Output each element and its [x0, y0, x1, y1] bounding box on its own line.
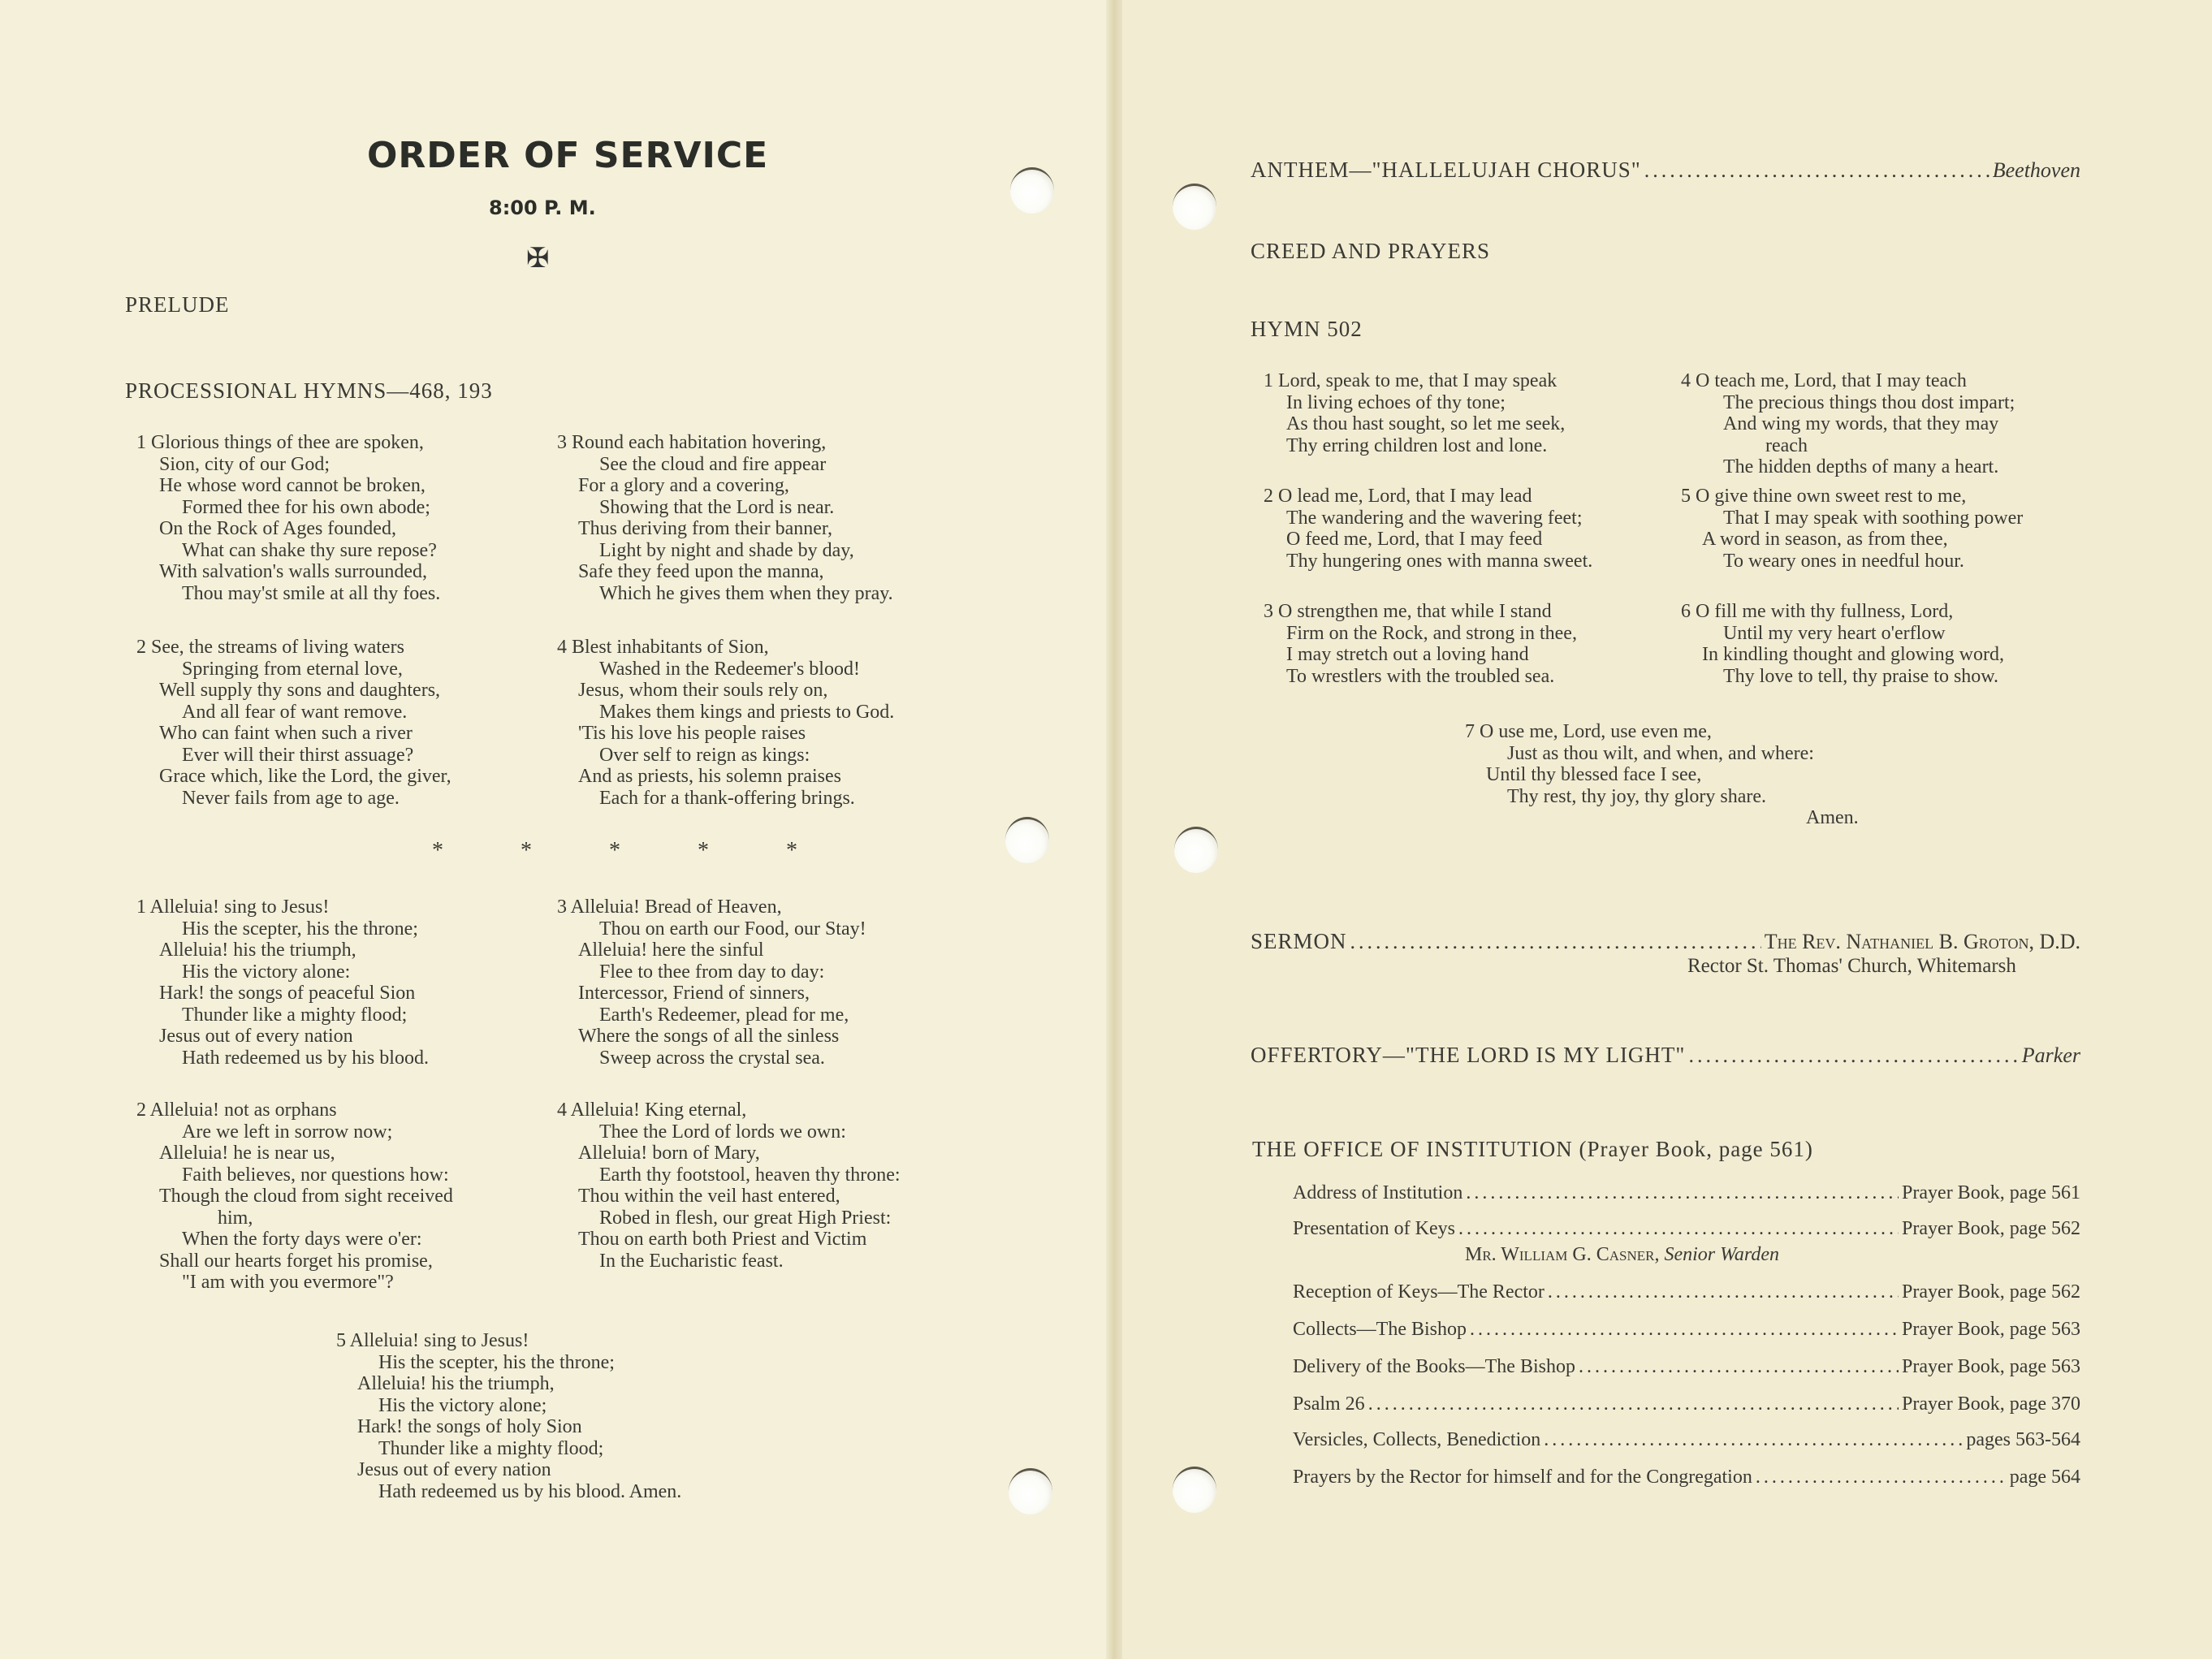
- verse-line: Never fails from age to age.: [182, 787, 400, 809]
- hymn-verse: [136, 896, 429, 1069]
- creed-heading: CREED AND PRAYERS: [1251, 239, 1491, 263]
- verse-line: Until my very heart o'erflow: [1723, 622, 1946, 644]
- verse-line: Thy hungering ones with manna sweet.: [1286, 550, 1593, 572]
- warden-line: [1465, 1244, 1779, 1266]
- item-label: Prayers by the Rector for himself and for the Congregation: [1293, 1467, 1752, 1488]
- hymn-verse: [557, 1100, 901, 1272]
- verse-line: Light by night and shade by day,: [599, 539, 854, 561]
- verse-line: Thou may'st smile at all thy foes.: [182, 582, 441, 604]
- item-label: Address of Institution: [1293, 1182, 1463, 1203]
- verse-line: O feed me, Lord, that I may feed: [1286, 529, 1543, 550]
- verse-line: 2 See, the streams of living waters: [136, 637, 404, 658]
- verse-line: When the forty days were o'er:: [182, 1229, 422, 1250]
- verse-line: 5 Alleluia! sing to Jesus!: [336, 1330, 529, 1351]
- verse-line: I may stretch out a loving hand: [1286, 644, 1529, 665]
- hymn-verse: [1681, 601, 2004, 687]
- verse-line: Thou on earth our Food, our Stay!: [599, 918, 866, 940]
- verse-line: Thunder like a mighty flood;: [182, 1004, 408, 1026]
- item-label: Psalm 26: [1293, 1393, 1365, 1415]
- item-label: Presentation of Keys: [1293, 1218, 1455, 1239]
- verse-line: His the victory alone:: [182, 961, 351, 983]
- leader-dots: [1756, 1467, 2007, 1488]
- warden-name: Mr. William G. Casner,: [1465, 1244, 1660, 1265]
- verse-line: Jesus, whom their souls rely on,: [578, 680, 828, 701]
- verse-line: He whose word cannot be broken,: [159, 475, 426, 496]
- verse-line: The wandering and the wavering feet;: [1286, 507, 1583, 529]
- sermon-line: [1251, 929, 2080, 954]
- verse-line: In the Eucharistic feast.: [599, 1250, 784, 1272]
- hymn-verse: [136, 432, 440, 604]
- verse-line: Earth thy footstool, heaven thy throne:: [599, 1164, 901, 1186]
- verse-line: For a glory and a covering,: [578, 475, 789, 496]
- verse-line: Sion, city of our God;: [159, 453, 330, 475]
- verse-line: In kindling thought and glowing word,: [1702, 644, 2004, 665]
- verse-line: Springing from eternal love,: [182, 658, 403, 680]
- item-ref: Prayer Book, page 563: [1902, 1356, 2080, 1377]
- hymn-verse: [1681, 486, 2023, 572]
- binder-hole: [1173, 1467, 1216, 1513]
- verse-line: Alleluia! born of Mary,: [578, 1143, 760, 1164]
- item-ref: Prayer Book, page 562: [1902, 1281, 2080, 1303]
- verse-line: him,: [218, 1207, 253, 1229]
- item-ref: Prayer Book, page 370: [1902, 1393, 2080, 1415]
- verse-line: Well supply thy sons and daughters,: [159, 680, 441, 701]
- binder-hole: [1010, 167, 1054, 214]
- verse-line: With salvation's walls surrounded,: [159, 561, 427, 582]
- verse-line: Thee the Lord of lords we own:: [599, 1121, 846, 1143]
- verse-line: Intercessor, Friend of sinners,: [578, 983, 810, 1004]
- verse-line: Hath redeemed us by his blood.: [182, 1047, 429, 1069]
- verse-line: Thou on earth both Priest and Victim: [578, 1229, 867, 1250]
- item-ref: page 564: [2009, 1467, 2080, 1488]
- verse-line: Which he gives them when they pray.: [599, 582, 893, 604]
- verse-line: To weary ones in needful hour.: [1723, 550, 1964, 572]
- verse-line: Jesus out of every nation: [357, 1459, 551, 1480]
- verse-line: The precious things thou dost impart;: [1723, 391, 2015, 413]
- verse-line: 1 Glorious things of thee are spoken,: [136, 432, 424, 453]
- verse-line: See the cloud and fire appear: [599, 453, 827, 475]
- anthem-label: ANTHEM—"HALLELUJAH CHORUS": [1251, 158, 1641, 182]
- item-label: Versicles, Collects, Benediction: [1293, 1429, 1541, 1450]
- verse-line: And as priests, his solemn praises: [578, 766, 841, 787]
- verse-line: Ever will their thirst assuage?: [182, 744, 414, 766]
- verse-line: Each for a thank-offering brings.: [599, 787, 855, 809]
- hymn-verse: [557, 896, 866, 1069]
- verse-line: reach: [1765, 434, 1808, 456]
- hymn-verse: [1264, 601, 1577, 687]
- verse-line: 1 Lord, speak to me, that I may speak: [1264, 370, 1557, 391]
- verse-line: And all fear of want remove.: [182, 701, 408, 723]
- verse-line: 1 Alleluia! sing to Jesus!: [136, 896, 330, 918]
- institution-item: [1293, 1429, 2080, 1451]
- verse-line: 5 O give thine own sweet rest to me,: [1681, 486, 1967, 507]
- verse-line: Until thy blessed face I see,: [1486, 764, 1702, 785]
- offertory-line: [1251, 1043, 2080, 1068]
- institution-item: [1293, 1393, 2080, 1415]
- institution-item: [1293, 1218, 2080, 1240]
- hymn-verse: [1681, 370, 2015, 478]
- item-label: Delivery of the Books—The Bishop: [1293, 1356, 1575, 1377]
- verse-line: Earth's Redeemer, plead for me,: [599, 1004, 849, 1026]
- verse-line: Just as thou wilt, and when, and where:: [1507, 742, 1814, 764]
- hymn-verse: [557, 637, 894, 809]
- institution-item: [1293, 1356, 2080, 1378]
- verse-line: Showing that the Lord is near.: [599, 496, 835, 518]
- verse-line: Alleluia! his the triumph,: [159, 940, 356, 961]
- verse-line: Thou within the veil hast entered,: [578, 1186, 840, 1207]
- verse-line: 7 O use me, Lord, use even me,: [1465, 721, 1712, 742]
- leader-dots: [1644, 158, 1990, 183]
- hymn-verse: [336, 1330, 681, 1502]
- verse-line: 4 Alleluia! King eternal,: [557, 1100, 747, 1121]
- verse-line: On the Rock of Ages founded,: [159, 518, 396, 539]
- hymn-verse: [1465, 721, 1859, 829]
- offertory-label: OFFERTORY—"THE LORD IS MY LIGHT": [1251, 1043, 1686, 1067]
- verse-line: 3 Round each habitation hovering,: [557, 432, 827, 453]
- hymn-verse: [136, 637, 451, 809]
- page-gutter: [1106, 0, 1122, 1659]
- verse-line: Flee to thee from day to day:: [599, 961, 825, 983]
- verse-line: 'Tis his love his people raises: [578, 723, 806, 744]
- verse-line: 2 O lead me, Lord, that I may lead: [1264, 486, 1532, 507]
- leader-dots: [1350, 930, 1761, 954]
- page-title: ORDER OF SERVICE: [367, 135, 769, 176]
- section-divider: * * * * *: [432, 838, 833, 863]
- verse-line: 6 O fill me with thy fullness, Lord,: [1681, 601, 1954, 622]
- verse-line: Thy love to tell, thy praise to show.: [1723, 665, 1999, 687]
- verse-line: "I am with you evermore"?: [182, 1272, 394, 1293]
- item-ref: Prayer Book, page 562: [1902, 1218, 2080, 1239]
- verse-line: Makes them kings and priests to God.: [599, 701, 895, 723]
- verse-line: What can shake thy sure repose?: [182, 539, 437, 561]
- verse-line: The hidden depths of many a heart.: [1723, 456, 1999, 477]
- binder-hole: [1174, 827, 1218, 873]
- verse-line: Hark! the songs of peaceful Sion: [159, 983, 416, 1004]
- verse-line: A word in season, as from thee,: [1702, 529, 1948, 550]
- institution-item: [1293, 1281, 2080, 1303]
- binder-hole: [1173, 184, 1216, 230]
- verse-line: Washed in the Redeemer's blood!: [599, 658, 860, 680]
- leader-dots: [1470, 1319, 1899, 1341]
- verse-line: Formed thee for his own abode;: [182, 496, 430, 518]
- verse-line: Safe they feed upon the manna,: [578, 561, 824, 582]
- verse-line: His the victory alone;: [378, 1394, 547, 1416]
- verse-line: Sweep across the crystal sea.: [599, 1047, 825, 1069]
- verse-line: In living echoes of thy tone;: [1286, 391, 1506, 413]
- verse-line: 4 Blest inhabitants of Sion,: [557, 637, 769, 658]
- verse-line: Thunder like a mighty flood;: [378, 1437, 604, 1459]
- leader-dots: [1548, 1281, 1899, 1303]
- verse-line: 3 Alleluia! Bread of Heaven,: [557, 896, 782, 918]
- cross-icon: ✠: [526, 244, 550, 274]
- sermon-role: Rector St. Thomas' Church, Whitemarsh: [1687, 955, 2016, 977]
- institution-item: [1293, 1467, 2080, 1488]
- prelude-heading: PRELUDE: [125, 292, 230, 317]
- verse-line: Robed in flesh, our great High Priest:: [599, 1207, 892, 1229]
- sermon-preacher: The Rev. Nathaniel B. Groton, D.D.: [1764, 930, 2080, 953]
- verse-line: 2 Alleluia! not as orphans: [136, 1100, 337, 1121]
- verse-line: Alleluia! his the triumph,: [357, 1373, 555, 1394]
- anthem-composer: Beethoven: [1992, 158, 2080, 182]
- binder-hole: [1009, 1468, 1052, 1514]
- item-ref: Prayer Book, page 563: [1902, 1319, 2080, 1340]
- sermon-label: SERMON: [1251, 929, 1347, 953]
- leader-dots: [1579, 1356, 1899, 1378]
- leader-dots: [1544, 1429, 1963, 1451]
- anthem-line: [1251, 158, 2080, 183]
- verse-line: And wing my words, that they may: [1723, 413, 1999, 434]
- verse-line: Thy rest, thy joy, thy glory share.: [1507, 785, 1767, 807]
- verse-line: His the scepter, his the throne;: [182, 918, 418, 940]
- hymn-verse: [557, 432, 893, 604]
- verse-line: Hark! the songs of holy Sion: [357, 1416, 582, 1437]
- verse-line: Jesus out of every nation: [159, 1026, 353, 1047]
- verse-line: As thou hast sought, so let me seek,: [1286, 413, 1566, 434]
- verse-line: 4 O teach me, Lord, that I may teach: [1681, 370, 1967, 391]
- verse-line: Faith believes, nor questions how:: [182, 1164, 449, 1186]
- hymn-verse: [1264, 486, 1592, 572]
- verse-line: Thy erring children lost and lone.: [1286, 434, 1548, 456]
- hymn-amen: Amen.: [1806, 807, 1859, 828]
- verse-line: 3 O strengthen me, that while I stand: [1264, 601, 1552, 622]
- verse-line: Are we left in sorrow now;: [182, 1121, 393, 1143]
- item-ref: Prayer Book, page 561: [1902, 1182, 2080, 1203]
- leader-dots: [1368, 1393, 1899, 1415]
- offertory-composer: Parker: [2021, 1043, 2080, 1067]
- verse-line: Where the songs of all the sinless: [578, 1026, 840, 1047]
- verse-line: That I may speak with soothing power: [1723, 507, 2024, 529]
- leader-dots: [1458, 1218, 1899, 1240]
- verse-line: Alleluia! he is near us,: [159, 1143, 335, 1164]
- leader-dots: [1466, 1182, 1899, 1204]
- institution-item: [1293, 1182, 2080, 1204]
- hymn-verse: [136, 1100, 453, 1294]
- verse-line: Hath redeemed us by his blood. Amen.: [378, 1480, 682, 1502]
- institution-heading: THE OFFICE OF INSTITUTION (Prayer Book, page 561): [1252, 1137, 1813, 1161]
- verse-line: Grace which, like the Lord, the giver,: [159, 766, 451, 787]
- leader-dots: [1688, 1043, 2018, 1068]
- hymn-heading: HYMN 502: [1251, 317, 1363, 341]
- warden-title: Senior Warden: [1664, 1244, 1780, 1265]
- item-label: Reception of Keys—The Rector: [1293, 1281, 1545, 1303]
- verse-line: Firm on the Rock, and strong in thee,: [1286, 622, 1577, 644]
- item-label: Collects—The Bishop: [1293, 1319, 1467, 1340]
- verse-line: Who can faint when such a river: [159, 723, 413, 744]
- verse-line: His the scepter, his the throne;: [378, 1351, 615, 1373]
- verse-line: Shall our hearts forget his promise,: [159, 1250, 433, 1272]
- item-ref: pages 563-564: [1966, 1429, 2080, 1450]
- processional-heading: PROCESSIONAL HYMNS—468, 193: [125, 378, 493, 403]
- institution-item: [1293, 1319, 2080, 1341]
- service-time: 8:00 P. M.: [489, 197, 596, 219]
- verse-line: Though the cloud from sight received: [159, 1186, 453, 1207]
- hymn-verse: [1264, 370, 1565, 456]
- binder-hole: [1005, 817, 1049, 863]
- verse-line: Over self to reign as kings:: [599, 744, 810, 766]
- verse-line: To wrestlers with the troubled sea.: [1286, 665, 1555, 687]
- verse-line: Alleluia! here the sinful: [578, 940, 764, 961]
- verse-line: Thus deriving from their banner,: [578, 518, 832, 539]
